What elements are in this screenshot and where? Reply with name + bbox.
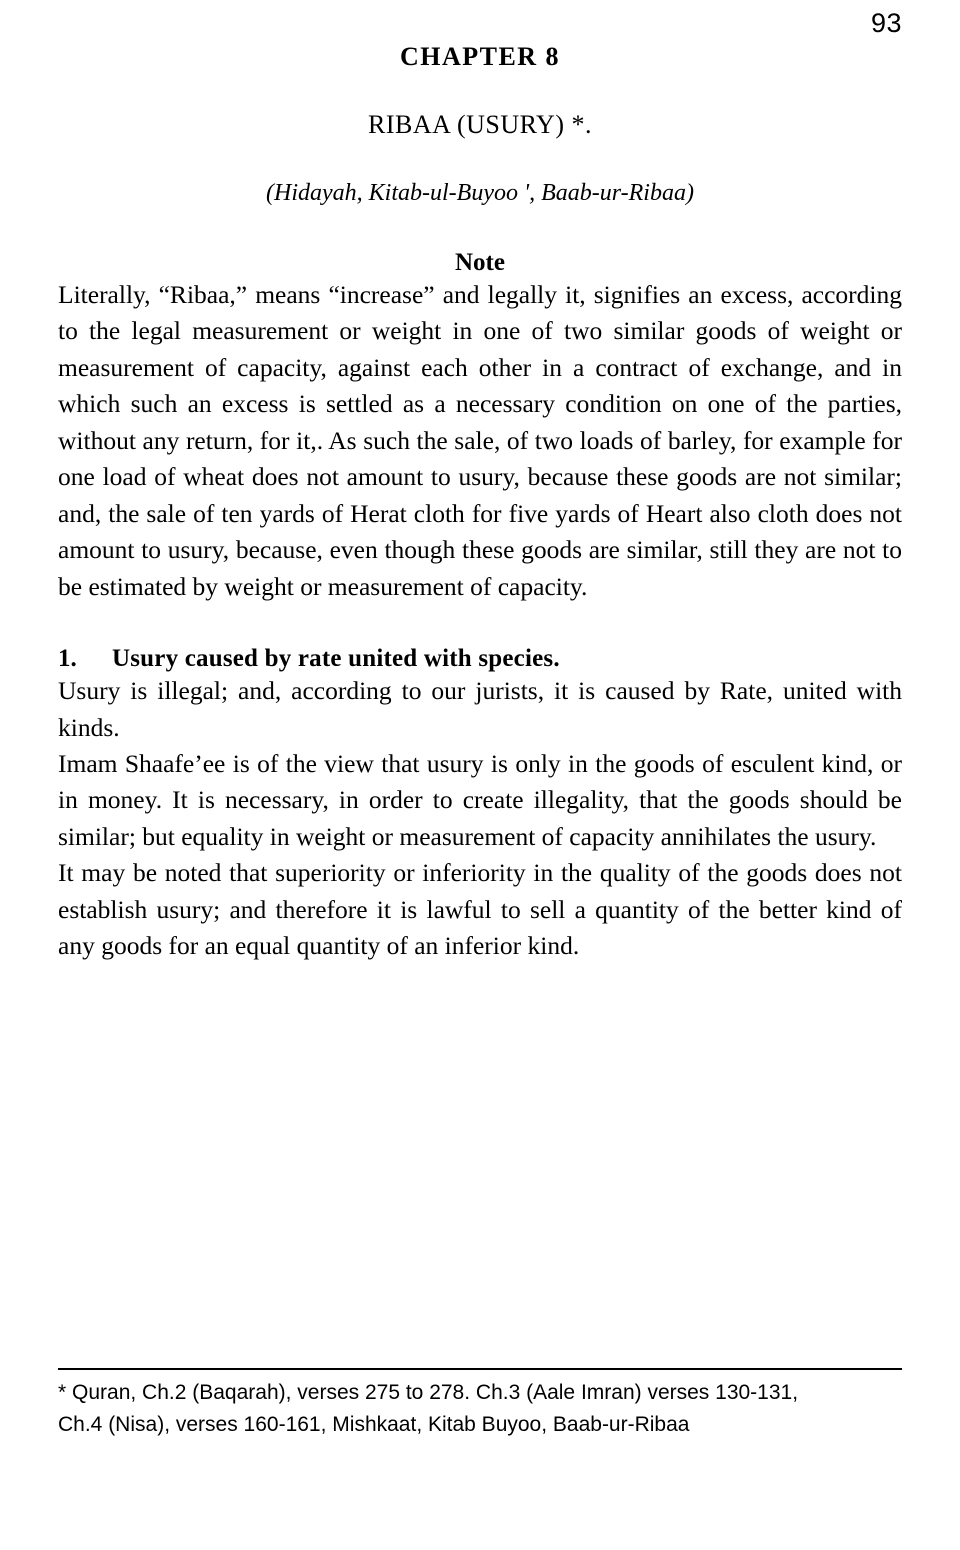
page-content [58, 36, 902, 965]
paragraph-3: It may be noted that superiority or inferiority in the quality of the goods does not establish usury; and therefore it is lawful to sell a quantity of the better kind of any goods for an equal quantity of an inferior kind. [58, 858, 902, 961]
footnote-line-2: Ch.4 (Nisa), verses 160-161, Mishkaat, Kitab Buyoo, Baab-ur-Ribaa [58, 1412, 690, 1436]
paragraph-1: Usury is illegal; and, according to our jurists, it is caused by Rate, united with kinds. [58, 676, 902, 742]
source-reference: (Hidayah, Kitab-ul-Buyoo ', Baab-ur-Ribaa) [266, 180, 694, 206]
paragraph-2: Imam Shaafe’ee is of the view that usury is only in the goods of esculent kind, or in money. It is necessary, in order to create illegality, that the goods should be similar; but equality in weight or measurement of capacity annihilates the usury. [58, 748, 902, 851]
section-number: 1. [58, 645, 77, 673]
footnote-line-1: * Quran, Ch.2 (Baqarah), verses 275 to 278. Ch.3 (Aale Imran) verses 130-131, [58, 1381, 799, 1404]
footnote [58, 1377, 908, 1440]
note-heading: Note [455, 249, 505, 276]
note-paragraph: Literally, “Ribaa,” means “increase” and legally it, signifies an excess, according to the legal measurement or weight in one of two similar goods of weight or measurement of capacity, against each other in a contract of exchange, and in which such an excess is settled as a necessary condition on one of the parties, without any return, for it,. As such the sale, of two loads of barley, for example for one load of wheat does not amount to usury, because these goods are not similar; and, the sale of ten yards of Herat cloth for five yards of Heart also cloth does not amount to usury, because, even though these goods are similar, still they are not to be estimated by weight or measurement of capacity. [58, 280, 902, 601]
page-number: 93 [870, 8, 902, 38]
chapter-title: RIBAA (USURY) *. [368, 110, 592, 139]
footnote-divider [58, 1368, 902, 1370]
section-title: Usury caused by rate united with species. [112, 645, 560, 673]
chapter-heading: CHAPTER 8 [399, 42, 561, 71]
section-heading [58, 645, 902, 673]
